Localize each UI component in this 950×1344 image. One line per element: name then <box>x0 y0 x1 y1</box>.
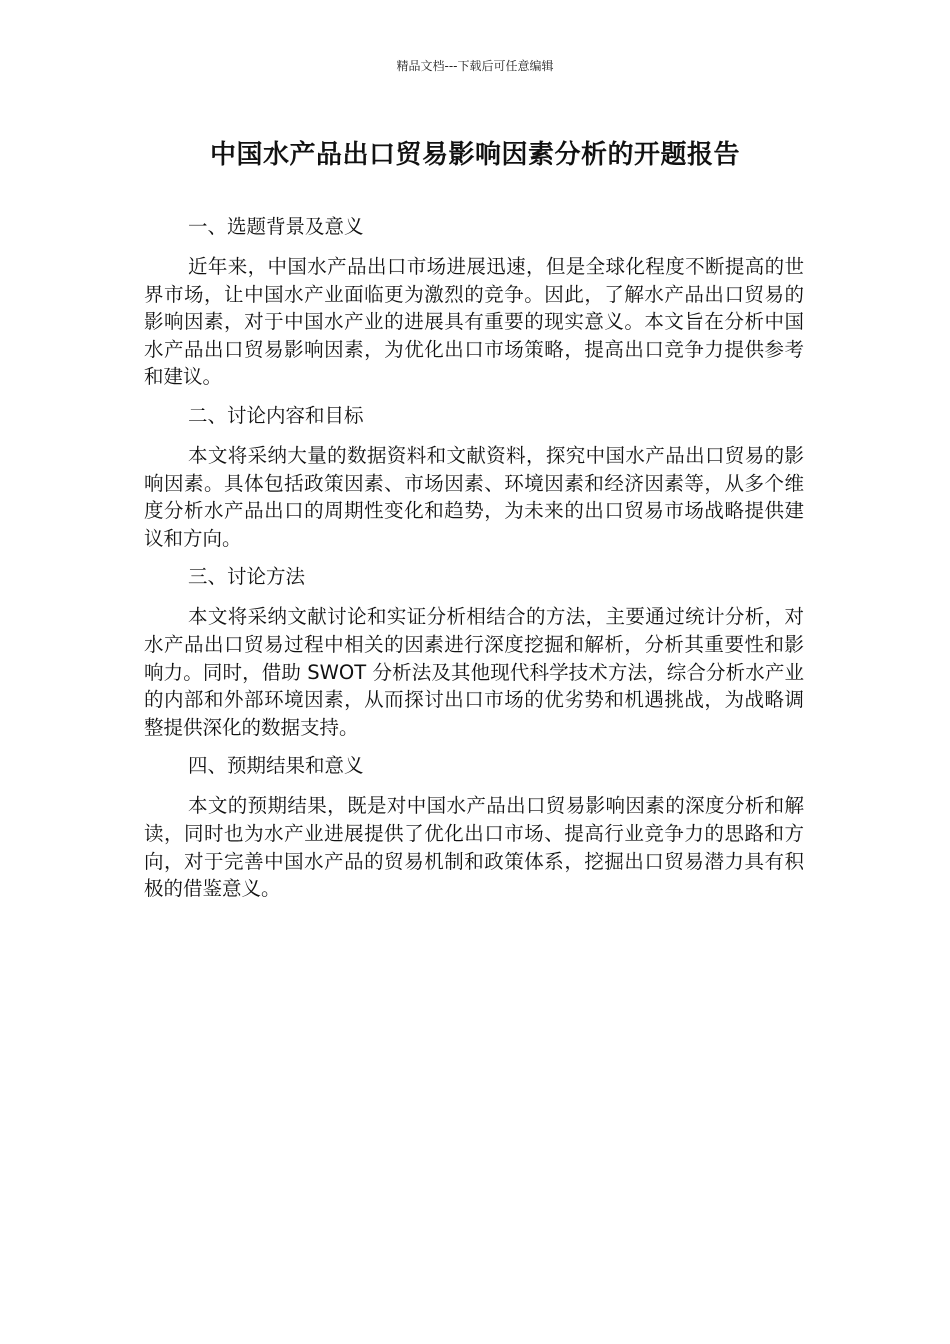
document-body <box>144 213 804 914</box>
section-background <box>144 213 804 391</box>
section-content-goals <box>144 402 804 552</box>
section-heading: 三、讨论方法 <box>188 565 306 589</box>
section-paragraph: 本文将采纳文献讨论和实证分析相结合的方法，主要通过统计分析，对水产品出口贸易过程中相关的因素进行深度挖掘和解析，分析其重要性和影响力。同时，借助 SWOT 分析法及其他现代科学技术方法，综合分析水产业的内部和外部环境因素，从而探讨出口市场的优劣势和机遇挑战，为战略调整提供深化的数据支持。 <box>144 605 804 739</box>
document-title: 中国水产品出口贸易影响因素分析的开题报告 <box>209 140 740 170</box>
section-paragraph: 本文将采纳大量的数据资料和文献资料，探究中国水产品出口贸易的影响因素。具体包括政策因素、市场因素、环境因素和经济因素等，从多个维度分析水产品出口的周期性变化和趋势，为未来的出口贸易市场战略提供建议和方向。 <box>144 443 804 550</box>
section-heading: 四、预期结果和意义 <box>188 754 364 778</box>
section-heading: 二、讨论内容和目标 <box>188 403 364 427</box>
section-heading: 一、选题背景及意义 <box>188 215 364 238</box>
section-expected-results <box>144 752 804 902</box>
section-paragraph: 本文的预期结果，既是对中国水产品出口贸易影响因素的深度分析和解读，同时也为水产业进展提供了优化出口市场、提高行业竞争力的思路和方向，对于完善中国水产品的贸易机制和政策体系，挖掘出口贸易潜力具有积极的借鉴意义。 <box>144 794 804 901</box>
running-header: 精品文档---下载后可任意编辑 <box>396 59 554 73</box>
section-methods <box>144 563 804 741</box>
section-paragraph: 近年来，中国水产品出口市场进展迅速，但是全球化程度不断提高的世界市场，让中国水产业面临更为激烈的竞争。因此，了解水产品出口贸易的影响因素，对于中国水产业的进展具有重要的现实意义。本文旨在分析中国水产品出口贸易影响因素，为优化出口市场策略，提高出口竞争力提供参考和建议。 <box>144 255 804 389</box>
